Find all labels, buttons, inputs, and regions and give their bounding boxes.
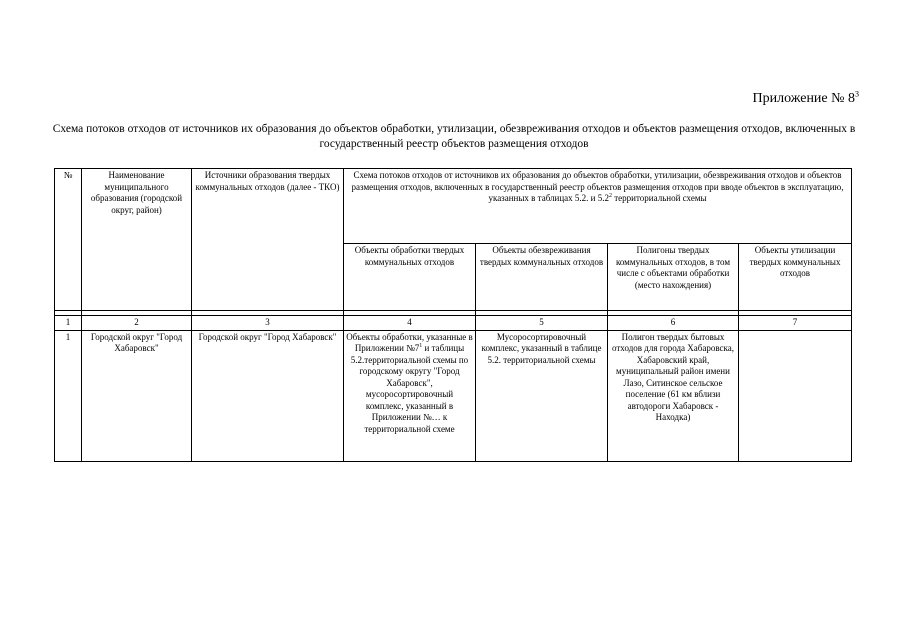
cell-utilization: [739, 330, 852, 461]
header-row: [55, 169, 852, 244]
column-number: 4: [344, 316, 476, 331]
cell-num: 1: [55, 330, 82, 461]
header-neutralization: Объекты обезвреживания твердых коммунальных отходов: [476, 244, 608, 311]
header-num: №: [55, 169, 82, 311]
waste-flow-table: [54, 168, 852, 462]
column-number: 1: [55, 316, 82, 331]
header-scheme-suffix: территориальной схемы: [612, 193, 707, 203]
header-scheme-text: Схема потоков отходов от источников их образования до объектов обработки, утилизации, обезвреживания отходов и объектов размещения отходов, включенных в государственный реестр объектов размещения отходов при вводе объектов в эксплуатацию, указанных в таблицах 5.2. и 5.2: [351, 170, 844, 203]
column-number: 3: [192, 316, 344, 331]
appendix-superscript: 3: [855, 89, 859, 99]
cell-processing-suffix: и таблицы 5.2.территориальной схемы по городскому округу "Город Хабаровск", мусоросортировочный комплекс, указанный в Приложении №… к территориальной схеме: [350, 343, 469, 434]
column-number: 5: [476, 316, 608, 331]
header-municipality: Наименование муниципального образования (городской округ, район): [82, 169, 192, 311]
column-number: 6: [608, 316, 739, 331]
header-sources: Источники образования твердых коммунальных отходов (далее - ТКО): [192, 169, 344, 311]
cell-landfills: Полигон твердых бытовых отходов для города Хабаровска, Хабаровский край, муниципальный район имени Лазо, Ситинское сельское поселение (61 км вблизи автодороги Хабаровск - Находка): [608, 330, 739, 461]
header-utilization: Объекты утилизации твердых коммунальных отходов: [739, 244, 852, 311]
appendix-text: Приложение № 8: [752, 91, 855, 106]
cell-processing-superscript: 1: [419, 343, 423, 349]
header-scheme: [344, 169, 852, 244]
column-number: 7: [739, 316, 852, 331]
header-scheme-superscript: 2: [609, 193, 612, 199]
table-row: [55, 330, 852, 461]
cell-municipality: Городской округ "Город Хабаровск": [82, 330, 192, 461]
cell-sources: Городской округ "Город Хабаровск": [192, 330, 344, 461]
document-title: Схема потоков отходов от источников их образования до объектов обработки, утилизации, обезвреживания отходов и объектов размещения отходов, включенных в государственный реестр объектов размещения отходов: [52, 123, 856, 150]
cell-processing: [344, 330, 476, 461]
column-number: 2: [82, 316, 192, 331]
header-processing: Объекты обработки твердых коммунальных отходов: [344, 244, 476, 311]
header-landfills: Полигоны твердых коммунальных отходов, в том числе с объектами обработки (место нахождения): [608, 244, 739, 311]
appendix-label: [753, 91, 860, 107]
cell-processing-text: Объекты обработки, указанные в Приложении №7: [346, 331, 473, 353]
cell-neutralization: Мусоросортировочный комплекс, указанный в таблице 5.2. территориальной схемы: [476, 330, 608, 461]
column-numbers-row: [55, 316, 852, 331]
